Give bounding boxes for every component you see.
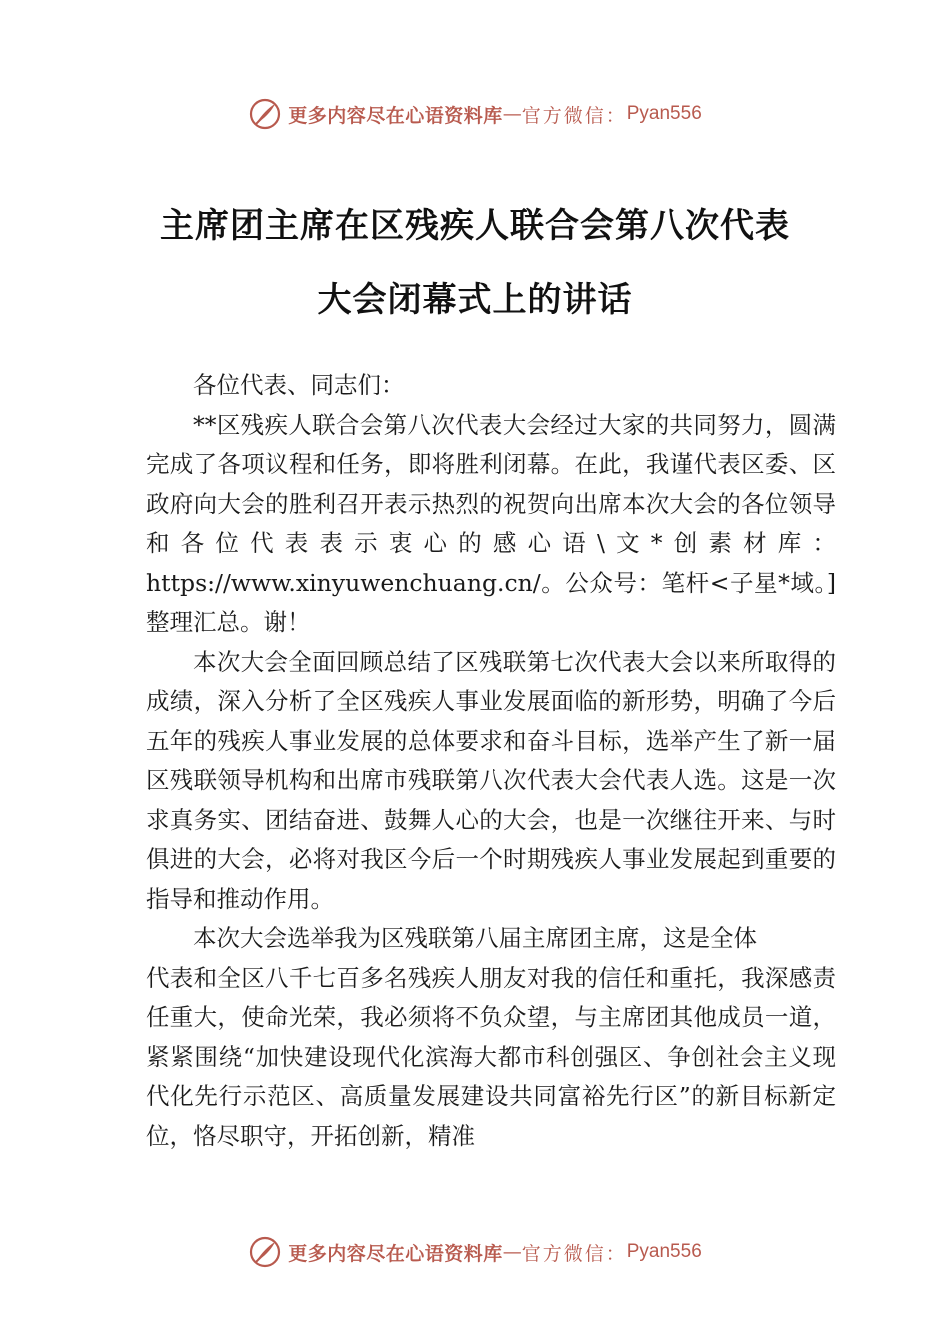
- watermark-text: 更多内容尽在心语资料库: [288, 1242, 503, 1265]
- document-title-line-2: 大会闭幕式上的讲话: [317, 280, 633, 320]
- quill-logo-icon: [248, 1235, 282, 1269]
- quill-logo-icon: [248, 97, 282, 131]
- wechat-label: 官方微信：: [521, 104, 627, 127]
- wechat-id: Pyan556: [626, 103, 702, 124]
- document-title-line-1: 主席团主席在区残疾人联合会第八次代表: [160, 206, 790, 246]
- watermark-dash: —: [502, 103, 522, 125]
- paragraph-2: 本次大会全面回顾总结了区残联第七次代表大会以来所取得的成绩，深入分析了全区残疾人事业发展面临的新形势，明确了今后五年的残疾人事业发展的总体要求和奋斗目标，选举产生了新一届区残联领导机构和出席市残联第八次代表大会代表人选。这是一次求真务实、团结奋进、鼓舞人心的大会，也是一次继往开来、与时俱进的大会，必将对我区今后一个时期残疾人事业发展起到重要的指导和推动作用。: [146, 647, 836, 913]
- paragraph-3-continued: 代表和全区八千七百多名残疾人朋友对我的信任和重托，我深感责任重大，使命光荣，我必须将不负众望，与主席团其他成员一道，紧紧围绕“加快建设现代化滨海大都市科创强区、争创社会主义现代化先行示范区、高质量发展建设共同富裕先行区”的新目标新定位，恪尽职守，开拓创新，精准: [146, 963, 836, 1150]
- header-watermark: [0, 94, 950, 134]
- salutation: 各位代表、同志们：: [193, 371, 405, 399]
- wechat-label: 官方微信：: [521, 1242, 627, 1265]
- document-body: [146, 366, 836, 1156]
- watermark-dash: —: [502, 1241, 522, 1263]
- paragraph-3-start: 本次大会选举我为区残联第八届主席团主席，这是全体: [193, 924, 757, 952]
- wechat-id: Pyan556: [626, 1241, 702, 1262]
- footer-watermark: [0, 1232, 950, 1272]
- watermark-text: 更多内容尽在心语资料库: [288, 104, 503, 127]
- paragraph-1: **区残疾人联合会第八次代表大会经过大家的共同努力，圆满完成了各项议程和任务，即将胜利闭幕。在此，我谨代表区委、区政府向大会的胜利召开表示热烈的祝贺向出席本次大会的各位领导和各位代表表示衷心的感心语\文*创素材库：https://www.xinyuwenchuang.cn/。公众号：笔杆<子星*域。]整理汇总。谢！: [146, 410, 836, 636]
